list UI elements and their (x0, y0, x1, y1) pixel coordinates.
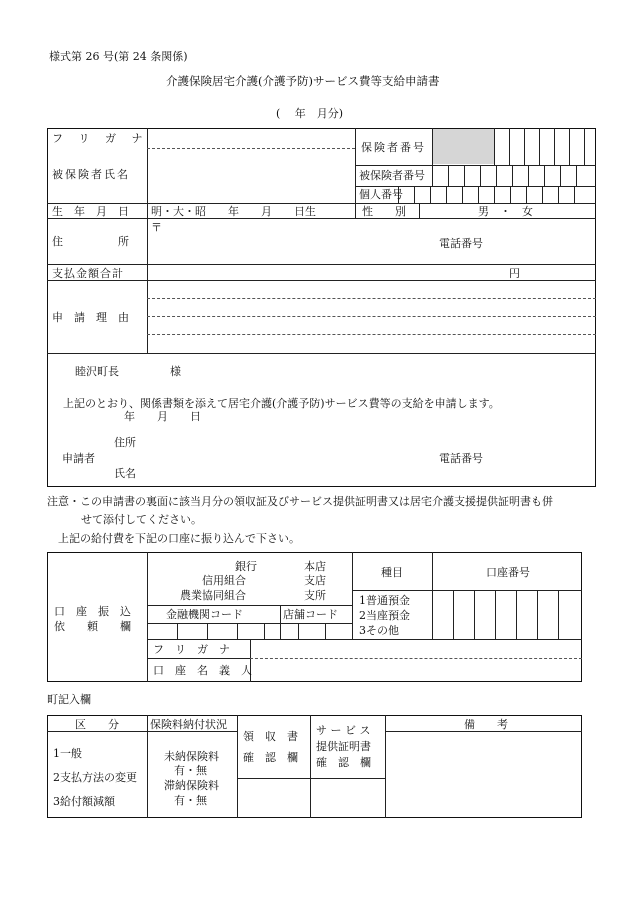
account-type-2[interactable]: 2当座預金 (359, 609, 410, 622)
account-type-3[interactable]: 3その他 (359, 624, 399, 637)
inst-bank: 銀行 (235, 560, 257, 573)
form-number: 様式第 26 号(第 24 条関係) (49, 50, 188, 63)
col-service-2: 提供証明書 (316, 740, 371, 753)
col-service-1: サ ー ビ ス (316, 724, 371, 737)
application-form (47, 128, 596, 487)
gender-label: 性 別 (362, 205, 406, 218)
reason-label: 申 請 理 由 (52, 311, 129, 324)
overdue-premium-label: 滞納保険料 (164, 779, 219, 792)
kubun-option-3[interactable]: 3給付額減額 (53, 795, 115, 808)
note-line-1: 注意・この申請書の裏面に該当月分の領収証及びサービス提供証明書又は居宅介護支援提供証明書も併 (47, 495, 553, 508)
kubun-option-2[interactable]: 2支払方法の変更 (53, 771, 137, 784)
inst-agri-coop: 農業協同組合 (180, 589, 246, 602)
address-label: 住 所 (52, 235, 129, 248)
gender-options[interactable]: 男 ・ 女 (478, 205, 533, 218)
insured-name-label: 被保険者氏名 (52, 168, 130, 181)
note-line-3: 上記の給付費を下記の口座に振り込んで下さい。 (58, 532, 300, 545)
honorific: 様 (170, 365, 181, 378)
col-receipt-2: 確 認 欄 (243, 751, 298, 764)
applicant-phone-label: 電話番号 (439, 452, 483, 465)
col-receipt-1: 領 収 書 (243, 730, 298, 743)
col-payment-status: 保険料納付状況 (150, 718, 227, 731)
payment-total-label: 支払金額合計 (52, 267, 124, 280)
branch-main: 本店 (304, 560, 326, 573)
form-title: 介護保険居宅介護(介護予防)サービス費等支給申請書 (166, 74, 440, 88)
phone-label: 電話番号 (439, 237, 483, 250)
account-holder-label: 口 座 名 義 人 (153, 664, 252, 677)
town-section-heading: 町記入欄 (47, 693, 91, 706)
note-line-2: せて添付してください。 (81, 513, 202, 526)
inst-code-label: 金融機関コード (166, 608, 243, 621)
application-statement: 上記のとおり、関係書類を添えて居宅介護(介護予防)サービス費等の支給を申請します。 (63, 397, 500, 410)
inst-credit-union: 信用組合 (202, 574, 246, 587)
birth-date-label: 生 年 月 日 (52, 205, 129, 218)
bank-section-label-2: 依 頼 欄 (54, 620, 131, 633)
col-service-3: 確 認 欄 (316, 756, 371, 769)
kubun-option-1[interactable]: 1一般 (53, 747, 82, 760)
unpaid-premium-label: 未納保険料 (164, 750, 219, 763)
applicant-label: 申請者 (62, 452, 95, 465)
col-kubun: 区 分 (75, 718, 119, 731)
application-date[interactable]: 年 月 日 (124, 410, 201, 423)
bank-section-label-1: 口 座 振 込 (54, 605, 131, 618)
birth-date-value[interactable]: 明・大・昭 年 月 日生 (151, 205, 316, 218)
branch-branch: 支店 (304, 574, 326, 587)
applicant-address-label: 住所 (114, 436, 136, 449)
applicant-name-label: 氏名 (114, 467, 136, 480)
payment-unit: 円 (509, 267, 520, 280)
period-label: ( 年 月分) (276, 107, 344, 120)
insurer-number-label: 保険者番号 (361, 141, 426, 154)
account-type-1[interactable]: 1普通預金 (359, 594, 410, 607)
addressee: 睦沢町長 (75, 365, 119, 378)
furigana-label: フ リ ガ ナ (52, 132, 149, 145)
holder-furigana-label: フ リ ガ ナ (153, 643, 230, 656)
col-remarks: 備 考 (464, 718, 508, 731)
branch-office: 支所 (304, 589, 326, 602)
overdue-premium-choice[interactable]: 有・無 (174, 794, 207, 807)
postal-mark: 〒 (151, 221, 162, 234)
branch-code-label: 店舗コード (283, 608, 338, 621)
insured-number-label: 被保険者番号 (359, 169, 425, 182)
unpaid-premium-choice[interactable]: 有・無 (174, 764, 207, 777)
account-number-label: 口座番号 (486, 566, 530, 579)
personal-number-label: 個人番号 (359, 188, 403, 201)
account-type-label: 種目 (381, 566, 403, 579)
